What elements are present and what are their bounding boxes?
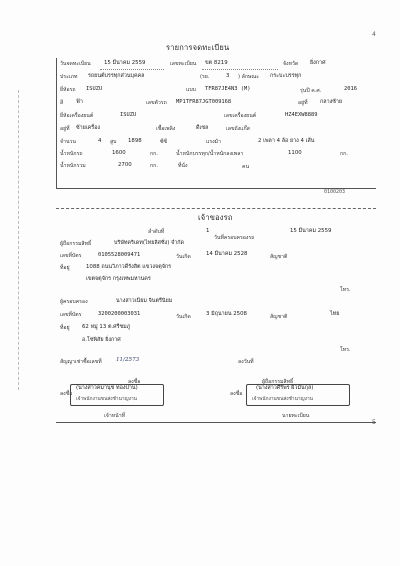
color-label: สี xyxy=(60,100,64,106)
possess-date-label: วันที่ครอบครองรถ xyxy=(214,235,255,241)
officer-left-name: (นางสาวคมานุช ทองปาน) xyxy=(76,385,138,391)
engine-brand-label: ยี่ห้อเครื่องยนต์ xyxy=(60,113,94,119)
page-number-top: 4 xyxy=(372,31,376,38)
underline xyxy=(202,69,278,70)
holder-dob-label: วันเกิด xyxy=(176,314,191,320)
owner-addr-2: เขตจตุจักร กรุงเทพมหานคร xyxy=(86,276,151,282)
owner-tel-label: โทร. xyxy=(340,287,351,293)
engine-loc-label: อยู่ที่ xyxy=(60,126,70,132)
style: กระบะบรรทุก xyxy=(270,73,302,79)
rtype: 3 xyxy=(226,73,230,79)
holder-addr-1: 62 หมู่ 13 ต.ศรีชมภู xyxy=(82,324,131,330)
owner-name: บริษัทคริเดท(ไทยลิสซิ่ง) จำกัด xyxy=(114,240,184,246)
stamp-code: 0100203 xyxy=(324,189,346,195)
fuel-label: เชื้อเพลิง xyxy=(156,126,176,132)
rtype-label: (รย. xyxy=(200,74,210,80)
contract-label: สัญญาเช่าซื้อเลขที่ xyxy=(60,359,102,365)
sign-label-top: ลงชื่อ xyxy=(128,379,141,385)
seats-label: ที่นั่ง xyxy=(178,163,188,169)
seats-unit: คน xyxy=(242,164,250,170)
bottom-line xyxy=(56,422,376,423)
engine-no-label: เลขเครื่องยนต์ xyxy=(224,113,257,119)
engine-loc: ซ้ายเครื่อง xyxy=(76,125,101,131)
weight: 1600 xyxy=(112,150,126,156)
holder-name: นางสาวเนียม จินตรีนิยม xyxy=(116,298,173,304)
document-title: รายการจดทะเบียน xyxy=(166,43,230,52)
wheels: 2 เพลา 4 ล้อ ยาง 4 เส้น xyxy=(258,138,315,144)
owner-nat-label: สัญชาติ xyxy=(270,254,288,260)
owner-addr-1: 1088 ถนนวิภาวดีรังสิต แขวงจตุจักร xyxy=(86,264,172,270)
owner-label: ผู้ถือกรรมสิทธิ์ xyxy=(60,241,92,247)
type: รถยนต์บรรทุกส่วนบุคคล xyxy=(88,73,145,79)
cc: 1898 xyxy=(128,138,142,144)
year: 2016 xyxy=(344,86,357,92)
officer-left-position: เจ้าพนักงานขนส่งชำนาญงาน xyxy=(76,397,137,402)
owner-addr-label: ที่อยู่ xyxy=(60,265,70,271)
model: TFR87JE4N3 (M) xyxy=(205,86,251,92)
holder-id-label: เลขที่บัตร xyxy=(60,312,82,318)
model-label: แบบ xyxy=(186,87,196,93)
holder-nat-label: สัญชาติ xyxy=(270,314,288,320)
year-label: รุ่นปี ค.ศ. xyxy=(300,88,322,94)
contract-number: 11/2573 xyxy=(116,357,140,363)
load-unit: กก. xyxy=(340,151,348,157)
officer-left-role: เจ้าหน้าที่ xyxy=(104,413,126,419)
load: 1100 xyxy=(288,150,302,156)
reg-date: 15 มีนาคม 2559 xyxy=(104,60,146,66)
frame-line xyxy=(56,58,57,188)
sign-label-left: ลงชื่อ xyxy=(60,391,73,397)
weight-label: น้ำหนักรถ xyxy=(60,151,83,157)
binding-margin xyxy=(18,90,20,390)
load-label: น้ำหนักบรรทุก/น้ำหนักลงเพลา xyxy=(176,151,244,157)
owner-id: 0105528009471 xyxy=(98,252,141,258)
holder-dob: 3 มิถุนายน 2508 xyxy=(206,311,247,317)
type-label: ประเภท xyxy=(60,74,78,80)
owner-sign-label: ผู้ถือกรรมสิทธิ์ xyxy=(262,379,294,385)
owner-id-label: เลขที่บัตร xyxy=(60,253,82,259)
gas-label: เลขถังแก๊ส xyxy=(226,126,250,132)
sign-label-right: ลงชื่อ xyxy=(230,391,243,397)
holder-nat: ไทย xyxy=(330,311,340,317)
style-label: ) ลักษณะ xyxy=(238,74,260,80)
holder-tel-label: โทร. xyxy=(340,347,351,353)
gross-unit: กก. xyxy=(150,163,158,169)
cyl-label: จำนวน xyxy=(60,139,76,145)
vin: MP1TFR87JGT009168 xyxy=(176,99,232,105)
officer-right-position: เจ้าพนักงานขนส่งชำนาญงาน xyxy=(252,397,313,402)
brand-label: ยี่ห้อรถ xyxy=(60,87,76,93)
vin-loc: กลางซ้าย xyxy=(320,99,343,105)
vin-loc-label: อยู่ที่ xyxy=(298,100,308,106)
vin-label: เลขตัวรถ xyxy=(146,100,167,106)
order: 1 xyxy=(206,228,210,234)
plate-label: เลขทะเบียน xyxy=(170,61,197,67)
engine-brand: ISUZU xyxy=(120,112,137,118)
owner-dob-label: วันเกิด xyxy=(176,254,191,260)
contract-date-label: ลงวันที่ xyxy=(238,359,254,365)
color: ฟ้า xyxy=(76,99,83,105)
reg-date-label: วันจดทะเบียน xyxy=(60,61,91,67)
page-number-bottom: 5 xyxy=(372,419,376,426)
order-label: ลำดับที่ xyxy=(148,229,165,235)
gross-label: น้ำหนักรวม xyxy=(60,163,86,169)
fuel: ดีเซล xyxy=(196,125,209,131)
brand: ISUZU xyxy=(86,86,103,92)
cc-unit: ซีซี xyxy=(160,139,168,145)
power-label: แรงม้า xyxy=(206,139,221,145)
cyl-unit: สูบ xyxy=(110,139,117,145)
province: ยิ่งกาศ xyxy=(310,60,326,66)
holder-addr-2: อ.โซ่พิสัย ยิ่งกาศ xyxy=(82,337,121,343)
gross: 2700 xyxy=(118,162,132,168)
owner-section-title: เจ้าของรถ xyxy=(198,213,233,222)
section-divider xyxy=(56,208,376,209)
possess-date: 15 มีนาคม 2559 xyxy=(290,228,332,234)
province-label: จังหวัด xyxy=(283,61,299,67)
holder-label: ผู้ครอบครอง xyxy=(60,299,88,305)
officer-right-role: นายทะเบียน xyxy=(282,413,310,419)
holder-id: 3200200003031 xyxy=(98,311,141,317)
underline xyxy=(100,69,164,70)
plate: ขต 8219 xyxy=(205,60,228,66)
cyl: 4 xyxy=(98,138,102,144)
owner-dob: 14 มีนาคม 2528 xyxy=(206,251,248,257)
engine-no: HZ4EXW8889 xyxy=(285,112,318,118)
weight-unit: กก. xyxy=(150,151,158,157)
holder-addr-label: ที่อยู่ xyxy=(60,325,70,331)
officer-right-name: (นางสาวศิริพร ผิวมันกุล) xyxy=(256,385,314,391)
